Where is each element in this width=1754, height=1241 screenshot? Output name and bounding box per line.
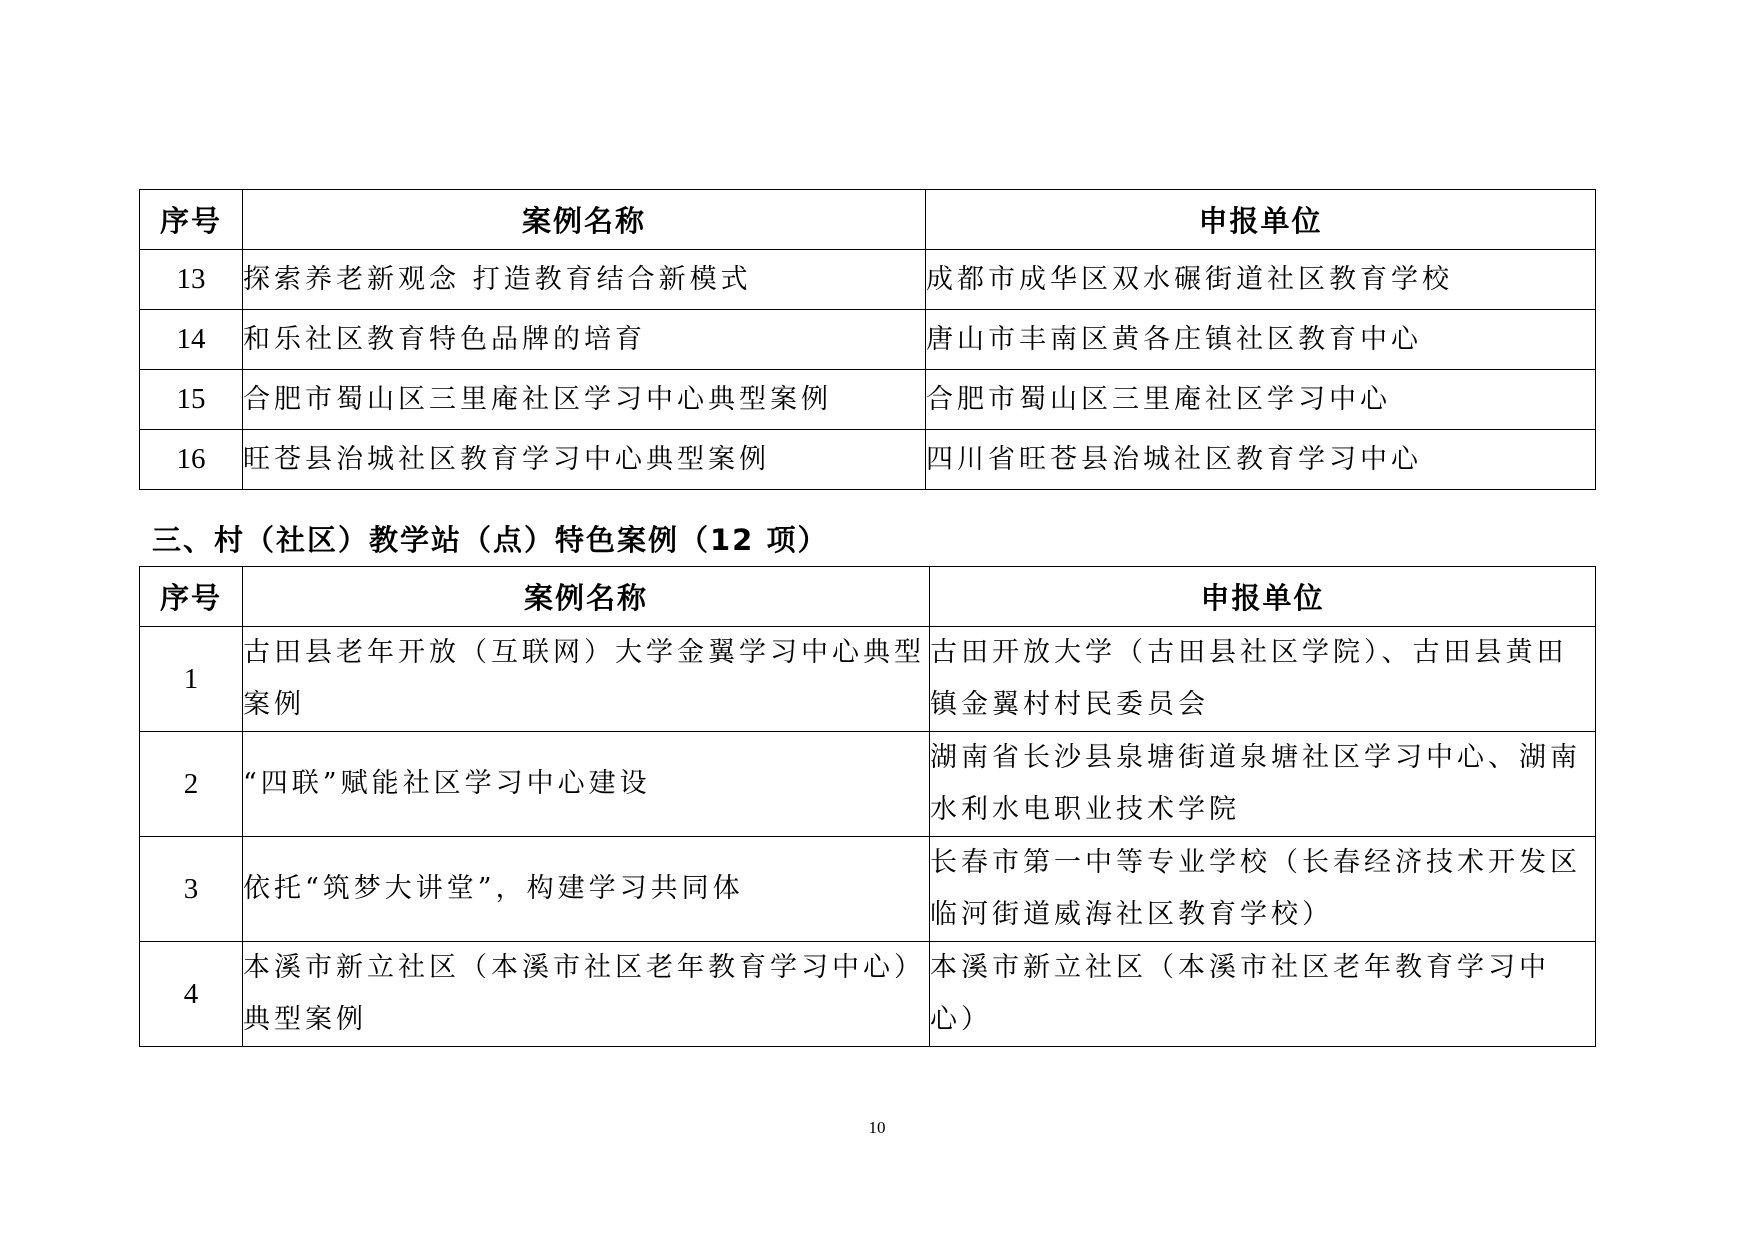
row-case-name: 古田县老年开放（互联网）大学金翼学习中心典型案例 <box>243 627 930 732</box>
table-row <box>140 942 1596 1047</box>
header-unit: 申报单位 <box>926 190 1596 250</box>
row-case-name: 依托“筑梦大讲堂”，构建学习共同体 <box>243 837 930 942</box>
page-number: 10 <box>868 1118 886 1137</box>
case-table-village-stations <box>139 566 1596 1047</box>
row-unit: 长春市第一中等专业学校（长春经济技术开发区临河街道威海社区教育学校） <box>930 837 1596 942</box>
row-unit: 四川省旺苍县治城社区教育学习中心 <box>926 430 1596 490</box>
row-case-name: 合肥市蜀山区三里庵社区学习中心典型案例 <box>243 370 926 430</box>
table-row <box>140 627 1596 732</box>
row-seq: 3 <box>140 837 243 942</box>
row-unit: 湖南省长沙县泉塘街道泉塘社区学习中心、湖南水利水电职业技术学院 <box>930 732 1596 837</box>
table-row <box>140 430 1596 490</box>
header-case-name: 案例名称 <box>243 567 930 627</box>
table-row <box>140 732 1596 837</box>
row-seq: 2 <box>140 732 243 837</box>
row-seq: 16 <box>140 430 243 490</box>
row-seq: 14 <box>140 310 243 370</box>
row-case-name: 旺苍县治城社区教育学习中心典型案例 <box>243 430 926 490</box>
table-header-row <box>140 190 1596 250</box>
row-unit: 古田开放大学（古田县社区学院）、古田县黄田镇金翼村村民委员会 <box>930 627 1596 732</box>
case-table-continued <box>139 189 1596 490</box>
table-row <box>140 310 1596 370</box>
row-seq: 4 <box>140 942 243 1047</box>
row-unit: 唐山市丰南区黄各庄镇社区教育中心 <box>926 310 1596 370</box>
row-seq: 1 <box>140 627 243 732</box>
row-seq: 13 <box>140 250 243 310</box>
row-case-name: 和乐社区教育特色品牌的培育 <box>243 310 926 370</box>
table-header-row <box>140 567 1596 627</box>
header-case-name: 案例名称 <box>243 190 926 250</box>
header-seq: 序号 <box>140 190 243 250</box>
row-unit: 合肥市蜀山区三里庵社区学习中心 <box>926 370 1596 430</box>
row-unit: 成都市成华区双水碾街道社区教育学校 <box>926 250 1596 310</box>
section-heading: 三、村（社区）教学站（点）特色案例（12 项） <box>152 523 829 557</box>
table-row <box>140 370 1596 430</box>
table-row <box>140 837 1596 942</box>
table-row <box>140 250 1596 310</box>
row-unit: 本溪市新立社区（本溪市社区老年教育学习中心） <box>930 942 1596 1047</box>
header-seq: 序号 <box>140 567 243 627</box>
header-unit: 申报单位 <box>930 567 1596 627</box>
row-case-name: “四联”赋能社区学习中心建设 <box>243 732 930 837</box>
row-case-name: 探索养老新观念 打造教育结合新模式 <box>243 250 926 310</box>
row-seq: 15 <box>140 370 243 430</box>
row-case-name: 本溪市新立社区（本溪市社区老年教育学习中心）典型案例 <box>243 942 930 1047</box>
